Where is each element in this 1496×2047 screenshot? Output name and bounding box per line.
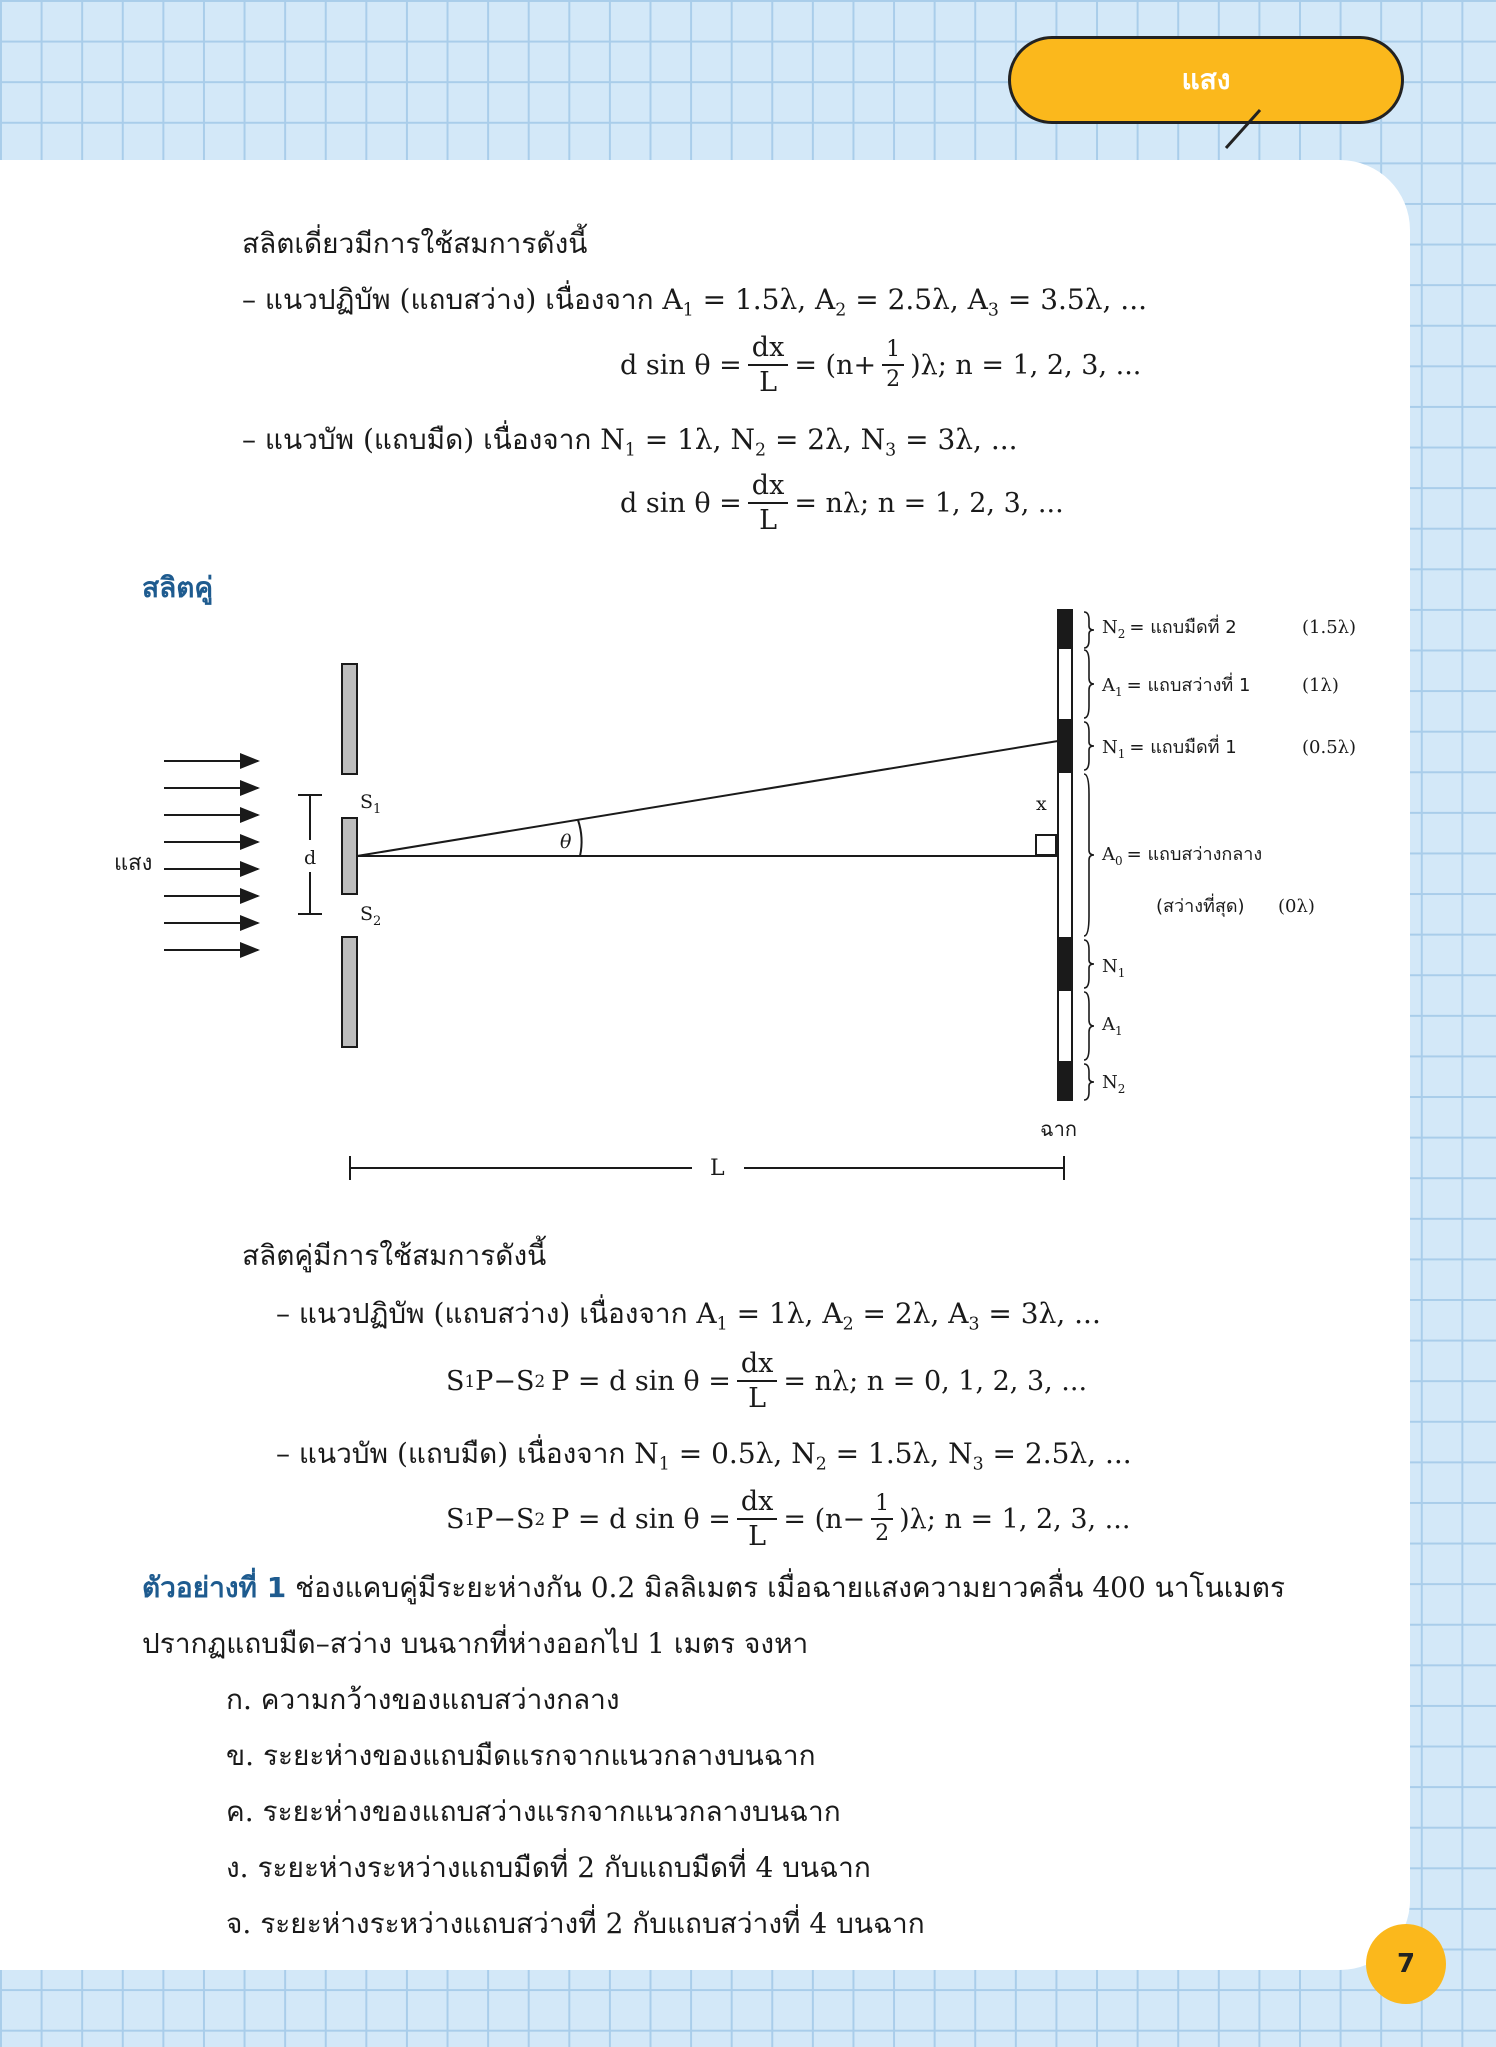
l-dimension xyxy=(350,1156,1064,1180)
chapter-tab-label: แสง xyxy=(1181,63,1231,96)
theta-label: θ xyxy=(560,831,572,853)
example-line-1: ตัวอย่างที่ 1 ช่องแคบคู่มีระยะห่างกัน 0.2 มิลลิเมตร เมื่อฉายแสงความยาวคลื่น 400 นาโนเมตร xyxy=(142,1571,1285,1604)
double-slit-intro: สลิตคู่มีการใช้สมการดังนี้ xyxy=(242,1239,547,1272)
double-slit-bright-line: – แนวปฏิบัพ (แถบสว่าง) เนื่องจาก $A_1 = 1\lambda$, $A_2 = 2\lambda$, $A_3 = 3\lambda$, ... xyxy=(276,1297,1101,1335)
band-n1-top: $N_1$ = แถบมืดที่ 1 xyxy=(1102,737,1237,761)
band-a1-top: $A_1$ = แถบสว่างที่ 1 xyxy=(1102,675,1251,699)
single-slit-dark-equation: d sin θ = $\frac{dx}{L}$ = nλ; n = 1, 2, 3, ... xyxy=(620,470,1064,536)
single-slit-dark-line: – แนวบัพ (แถบมืด) เนื่องจาก $N_1 = 1\lambda$, $N_2 = 2\lambda$, $N_3 = 3\lambda$, ... xyxy=(242,423,1018,461)
x-label: x xyxy=(1036,793,1047,815)
fraction-half: $\frac{1}{2}$ xyxy=(871,1493,893,1545)
fraction: $\frac{dx}{L}$ xyxy=(737,1488,778,1550)
rays xyxy=(357,741,1058,856)
screen-label: ฉาก xyxy=(1040,1117,1077,1141)
band-labels xyxy=(1101,614,1356,1096)
fraction: $\frac{dx}{L}$ xyxy=(748,334,789,396)
d-label: d xyxy=(304,847,317,869)
band-a1-top-value: (1λ) xyxy=(1302,675,1339,696)
fraction: $\frac{dx}{L}$ xyxy=(748,472,789,534)
double-slit-dark-line: – แนวบัพ (แถบมืด) เนื่องจาก $N_1 = 0.5\lambda$, $N_2 = 1.5\lambda$, $N_3 = 2.5\lambda$, ... xyxy=(276,1437,1132,1475)
band-n2-bottom: $N_2$ xyxy=(1102,1072,1126,1096)
example-item: ค. ระยะห่างของแถบสว่างแรกจากแนวกลางบนฉาก xyxy=(226,1795,841,1828)
band-a0: $A_0$ = แถบสว่างกลาง xyxy=(1102,844,1263,868)
screen xyxy=(1058,610,1072,1100)
example-item: ง. ระยะห่างระหว่างแถบมืดที่ 2 กับแถบมืดที่ 4 บนฉาก xyxy=(226,1851,871,1884)
double-slit-dark-equation: S 1 P−S 2 P = d sin θ = $\frac{dx}{L}$ = (n− $\frac{1}{2}$ )λ; n = 1, 2, 3, ... xyxy=(446,1486,1131,1552)
l-label: L xyxy=(710,1156,725,1181)
band-n2-top: $N_2$ = แถบมืดที่ 2 xyxy=(1102,617,1237,641)
single-slit-bright-line: – แนวปฏิบัพ (แถบสว่าง) เนื่องจาก $A_1 = 1.5\lambda$, $A_2 = 2.5\lambda$, $A_3 = 3.5\lambda$, ... xyxy=(242,283,1147,321)
fraction-half: $\frac{1}{2}$ xyxy=(882,339,904,391)
fraction: $\frac{dx}{L}$ xyxy=(737,1350,778,1412)
single-slit-intro: สลิตเดี่ยวมีการใช้สมการดังนี้ xyxy=(242,227,588,260)
example-item: จ. ระยะห่างระหว่างแถบสว่างที่ 2 กับแถบสว่างที่ 4 บนฉาก xyxy=(226,1907,925,1940)
example-item: ข. ระยะห่างของแถบมืดแรกจากแนวกลางบนฉาก xyxy=(226,1739,816,1772)
slit-barrier xyxy=(342,664,357,1047)
band-a1-bottom: $A_1$ xyxy=(1102,1014,1123,1038)
band-a0-value: (0λ) xyxy=(1278,896,1315,917)
s2-label: $S_2$ xyxy=(360,903,382,929)
band-a0-subtitle: (สว่างที่สุด) xyxy=(1156,896,1245,917)
page-number: 7 xyxy=(1366,1924,1446,2004)
double-slit-bright-equation: S 1 P−S 2 P = d sin θ = $\frac{dx}{L}$ = nλ; n = 0, 1, 2, 3, ... xyxy=(446,1348,1088,1414)
single-slit-bright-equation: d sin θ = $\frac{dx}{L}$ = (n+ $\frac{1}{2}$ )λ; n = 1, 2, 3, ... xyxy=(620,332,1142,398)
band-n1-bottom: $N_1$ xyxy=(1102,956,1126,980)
light-arrows xyxy=(164,761,258,950)
light-label: แสง xyxy=(114,851,153,876)
double-slit-heading: สลิตคู่ xyxy=(142,571,214,604)
example-label: ตัวอย่างที่ 1 xyxy=(142,1571,287,1604)
band-n2-top-value: (1.5λ) xyxy=(1302,617,1357,638)
example-line-2: ปรากฏแถบมืด–สว่าง บนฉากที่ห่างออกไป 1 เมตร จงหา xyxy=(142,1627,809,1660)
example-item: ก. ความกว้างของแถบสว่างกลาง xyxy=(226,1683,620,1716)
band-n1-top-value: (0.5λ) xyxy=(1302,737,1357,758)
band-braces xyxy=(1084,612,1094,1100)
s1-label: $S_1$ xyxy=(360,791,382,817)
